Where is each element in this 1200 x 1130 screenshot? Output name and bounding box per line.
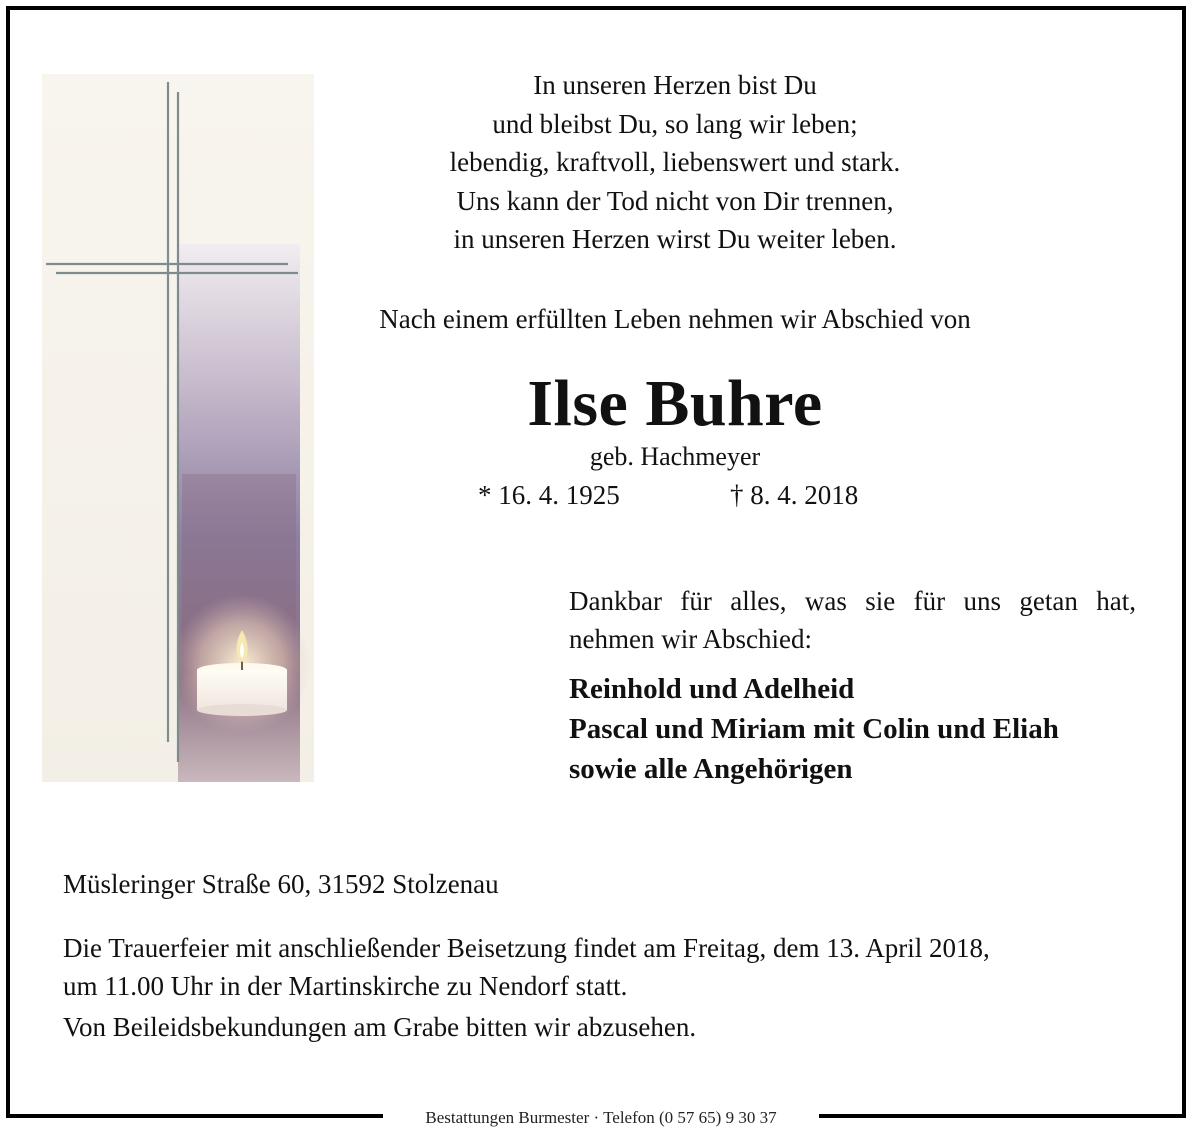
poem-line: Uns kann der Tod nicht von Dir trennen, bbox=[456, 185, 894, 216]
condolence-note: Von Beileidsbekundungen am Grabe bitten wir abzusehen. bbox=[63, 1012, 697, 1042]
poem-line: in unseren Herzen wirst Du weiter leben. bbox=[453, 224, 897, 254]
thanks-line: nehmen wir Abschied: bbox=[569, 624, 812, 654]
death-date: † 8. 4. 2018 bbox=[730, 480, 859, 510]
thanks-text bbox=[569, 582, 1136, 658]
ceremony-line: Die Trauerfeier mit anschließender Beisetzung findet am Freitag, dem 13. April 2018, bbox=[63, 933, 990, 963]
ceremony-info bbox=[63, 929, 1138, 1005]
funeral-home-footer: Bestattungen Burmester · Telefon (0 57 65) 9 30 37 bbox=[383, 1106, 819, 1130]
maiden-name: geb. Hachmeyer bbox=[589, 442, 761, 471]
memorial-image bbox=[42, 74, 314, 782]
mourner-line: Reinhold und Adelheid bbox=[569, 673, 855, 705]
mourner-line: Pascal und Miriam mit Colin und Eliah bbox=[569, 713, 1059, 745]
poem-line: und bleibst Du, so lang wir leben; bbox=[492, 108, 858, 139]
poem bbox=[330, 66, 1020, 259]
mourners bbox=[569, 669, 1169, 789]
farewell-intro: Nach einem erfüllten Leben nehmen wir Abschied von bbox=[379, 304, 971, 334]
deceased-name: Ilse Buhre bbox=[527, 367, 823, 440]
ceremony-line: um 11.00 Uhr in der Martinskirche zu Nendorf statt. bbox=[63, 971, 628, 1001]
mourner-line: sowie alle Angehörigen bbox=[569, 753, 853, 785]
poem-line: lebendig, kraftvoll, liebenswert und stark. bbox=[449, 147, 901, 177]
poem-line: In unseren Herzen bist Du bbox=[533, 70, 817, 100]
birth-date: * 16. 4. 1925 bbox=[478, 480, 620, 510]
thanks-line: Dankbar für alles, was sie für uns getan hat, bbox=[569, 586, 1136, 616]
address: Müsleringer Straße 60, 31592 Stolzenau bbox=[63, 869, 499, 899]
